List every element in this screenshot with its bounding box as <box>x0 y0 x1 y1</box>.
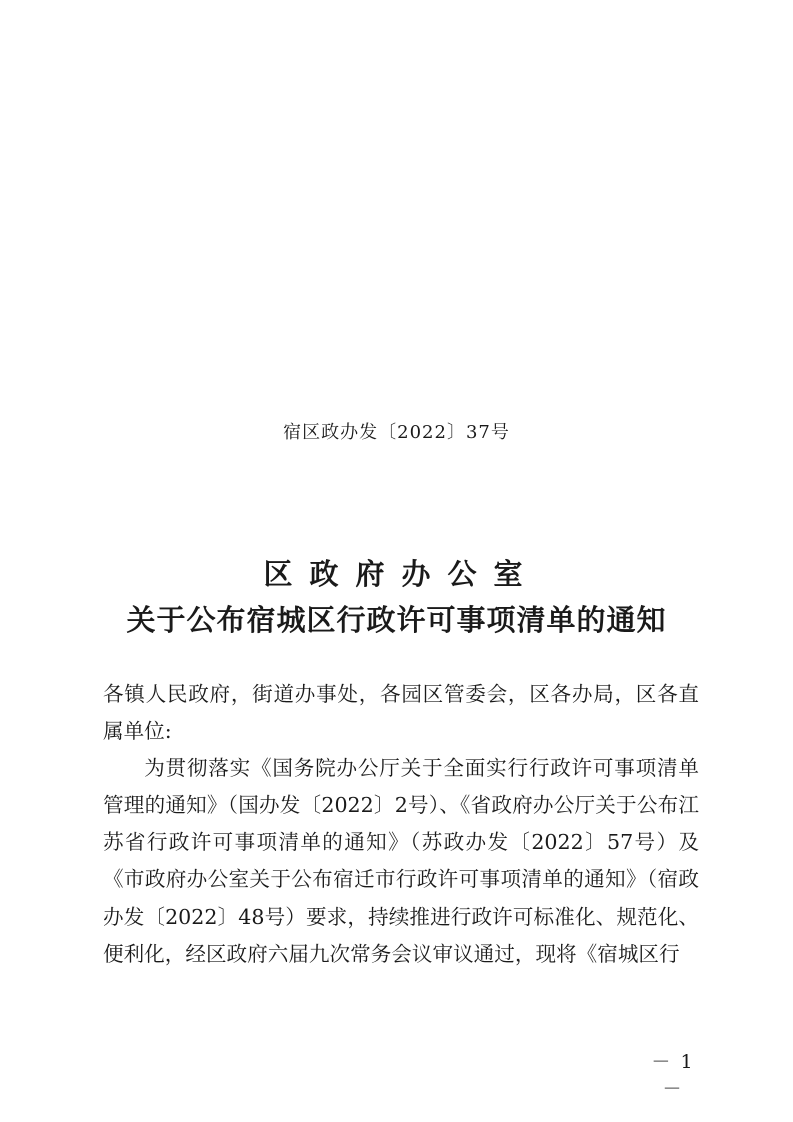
page-number: － 1 － <box>651 1051 695 1100</box>
document-number: 宿区政办发〔2022〕37号 <box>283 422 510 443</box>
body-paragraph: 为贯彻落实《国务院办公厅关于全面实行行政许可事项清单管理的通知》（国办发〔2022〕2号）、《省政府办公厅关于公布江苏省行政许可事项清单的通知》（苏政办发〔2022〕57号）及《市政府办公室关于公布宿迁市行政许可事项清单的通知》（宿政办发〔2022〕48号）要求，持续推进行政许可标准化、规范化、便利化，经区政府六届九次常务会议审议通过，现将《宿城区行 <box>103 756 699 966</box>
document-body <box>103 676 699 973</box>
document-title: 关于公布宿城区行政许可事项清单的通知 <box>126 603 667 637</box>
salutation: 各镇人民政府，街道办事处，各园区管委会，区各办局，区各直属单位: <box>103 682 699 744</box>
issuer-title: 区政府办公室 <box>263 557 540 591</box>
